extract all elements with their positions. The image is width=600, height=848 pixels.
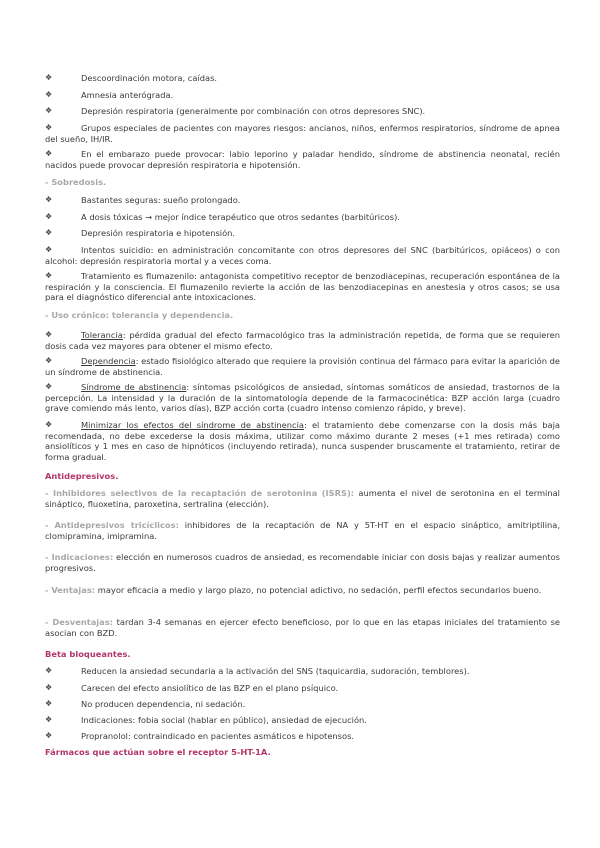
paragraph: - Indicaciones: elección en numerosos cuadros de ansiedad, es recomendable iniciar con dosis bajas y realizar aumentos progresivos. xyxy=(45,552,560,573)
list-item: ❖ Carecen del efecto ansiolítico de las BZP en el plano psíquico. xyxy=(45,683,339,693)
paragraph: - Desventajas: tardan 3-4 semanas en ejercer efecto beneficioso, por lo que en las etapas iniciales del tratamiento se asocian con BZD. xyxy=(45,617,560,638)
section-heading-beta-bloqueantes: Beta bloqueantes. xyxy=(45,649,131,659)
bullet-icon: ❖ xyxy=(45,73,53,82)
list-item: ❖ Descoordinación motora, caídas. xyxy=(45,73,218,83)
list-item: ❖ Amnesia anterógrada. xyxy=(45,90,174,100)
list-item: ❖ Propranolol: contraindicado en pacientes asmáticos e hipotensos. xyxy=(45,731,355,741)
bullet-icon: ❖ xyxy=(45,271,53,280)
term-tolerancia: Tolerancia xyxy=(81,330,123,340)
bullet-icon: ❖ xyxy=(45,106,53,115)
list-item: ❖ Depresión respiratoria e hipotensión. xyxy=(45,228,236,238)
bullet-icon: ❖ xyxy=(45,195,53,204)
section-heading-uso-cronico: - Uso crónico: tolerancia y dependencia. xyxy=(45,310,234,320)
bullet-icon: ❖ xyxy=(45,715,53,724)
bullet-icon: ❖ xyxy=(45,666,53,675)
list-item: ❖ Tolerancia: pérdida gradual del efecto farmacológico tras la administración repetida, de forma que se requieren dosis cada vez mayores para obtener el mismo efecto. xyxy=(45,330,560,351)
bullet-icon: ❖ xyxy=(45,356,53,365)
list-item: ❖ No producen dependencia, ni sedación. xyxy=(45,699,246,709)
list-item: ❖ Indicaciones: fobia social (hablar en público), ansiedad de ejecución. xyxy=(45,715,367,725)
list-item: ❖ Minimizar los efectos del síndrome de abstinencia: el tratamiento debe comenzarse con la dosis más baja recomendada, no debe excederse la dosis máxima, utilizar como máximo durante 2 meses (+1 mes retirada) como ansiolíticos y 1 mes en caso de hipnóticos (incluyendo retirada), nunca suspender bruscamente el tratamiento, retirar de forma gradual. xyxy=(45,420,560,462)
term-dependencia: Dependencia xyxy=(81,356,136,366)
bullet-icon: ❖ xyxy=(45,330,53,339)
bullet-icon: ❖ xyxy=(45,228,53,237)
section-heading-sobredosis: - Sobredosis. xyxy=(45,177,107,187)
bullet-icon: ❖ xyxy=(45,212,53,221)
list-item: ❖ Depresión respiratoria (generalmente por combinación con otros depresores SNC). xyxy=(45,106,426,116)
bullet-icon: ❖ xyxy=(45,149,53,158)
list-item: ❖ En el embarazo puede provocar: labio leporino y paladar hendido, síndrome de abstinencia neonatal, recién nacidos puede provocar depresión respiratoria e hipotensión. xyxy=(45,149,560,170)
bullet-icon: ❖ xyxy=(45,123,53,132)
list-item: ❖ Bastantes seguras: sueño prolongado. xyxy=(45,195,241,205)
paragraph: - Inhibidores selectivos de la recaptación de serotonina (ISRS): aumenta el nivel de serotonina en el terminal sináptico, fluoxetina, paroxetina, sertralina (elección). xyxy=(45,488,560,509)
bullet-icon: ❖ xyxy=(45,699,53,708)
list-item: ❖ A dosis tóxicas → mejor índice terapéutico que otros sedantes (barbitúricos). xyxy=(45,212,400,222)
list-item: ❖ Grupos especiales de pacientes con mayores riesgos: ancianos, niños, enfermos respiratorios, síndrome de apnea del sueño, IH/IR. xyxy=(45,123,560,144)
bullet-icon: ❖ xyxy=(45,731,53,740)
bullet-icon: ❖ xyxy=(45,90,53,99)
list-item: ❖ Dependencia: estado fisiológico alterado que requiere la provisión continua del fármaco para evitar la aparición de un síndrome de abstinencia. xyxy=(45,356,560,377)
bullet-icon: ❖ xyxy=(45,683,53,692)
section-heading-antidepresivos: Antidepresivos. xyxy=(45,471,119,481)
bullet-icon: ❖ xyxy=(45,420,53,429)
list-item: ❖ Intentos suicidio: en administración concomitante con otros depresores del SNC (barbitúricos, opiáceos) o con alcohol: depresión respiratoria mortal y a veces coma. xyxy=(45,245,560,266)
list-item: ❖ Reducen la ansiedad secundaria a la activación del SNS (taquicardia, sudoración, temblores). xyxy=(45,666,470,676)
list-item: ❖ Tratamiento es flumazenilo: antagonista competitivo receptor de benzodiacepinas, recuperación espontánea de la respiración y la consciencia. El flumazenilo revierte la acción de las benzodiacepinas en anestesia y otros casos; se usa para el diagnóstico diferencial ante intoxicaciones. xyxy=(45,271,560,303)
section-heading-farmacos-5ht1a: Fármacos que actúan sobre el receptor 5-HT-1A. xyxy=(45,747,271,757)
paragraph: - Ventajas: mayor eficacia a medio y largo plazo, no potencial adictivo, no sedación, perfil efectos secundarios bueno. xyxy=(45,585,542,595)
paragraph: - Antidepresivos tricíclicos: inhibidores de la recaptación de NA y 5T-HT en el espacio sináptico, amitriptilina, clomipramina, imipramina. xyxy=(45,520,561,541)
bullet-icon: ❖ xyxy=(45,382,53,391)
term-minimizar-efectos: Minimizar los efectos del síndrome de abstinencia xyxy=(81,420,304,430)
bullet-icon: ❖ xyxy=(45,245,53,254)
list-item: ❖ Síndrome de abstinencia: síntomas psicológicos de ansiedad, síntomas somáticos de ansiedad, trastornos de la percepción. La intensidad y la duración de la sintomatología depende de la farmacocinética: BZP acción larga (cuadro grave comiendo más lento, varios días), BZP acción corta (cuadro intenso comienzo rápido, y breve). xyxy=(45,382,560,414)
term-sindrome-abstinencia: Síndrome de abstinencia xyxy=(81,382,187,392)
